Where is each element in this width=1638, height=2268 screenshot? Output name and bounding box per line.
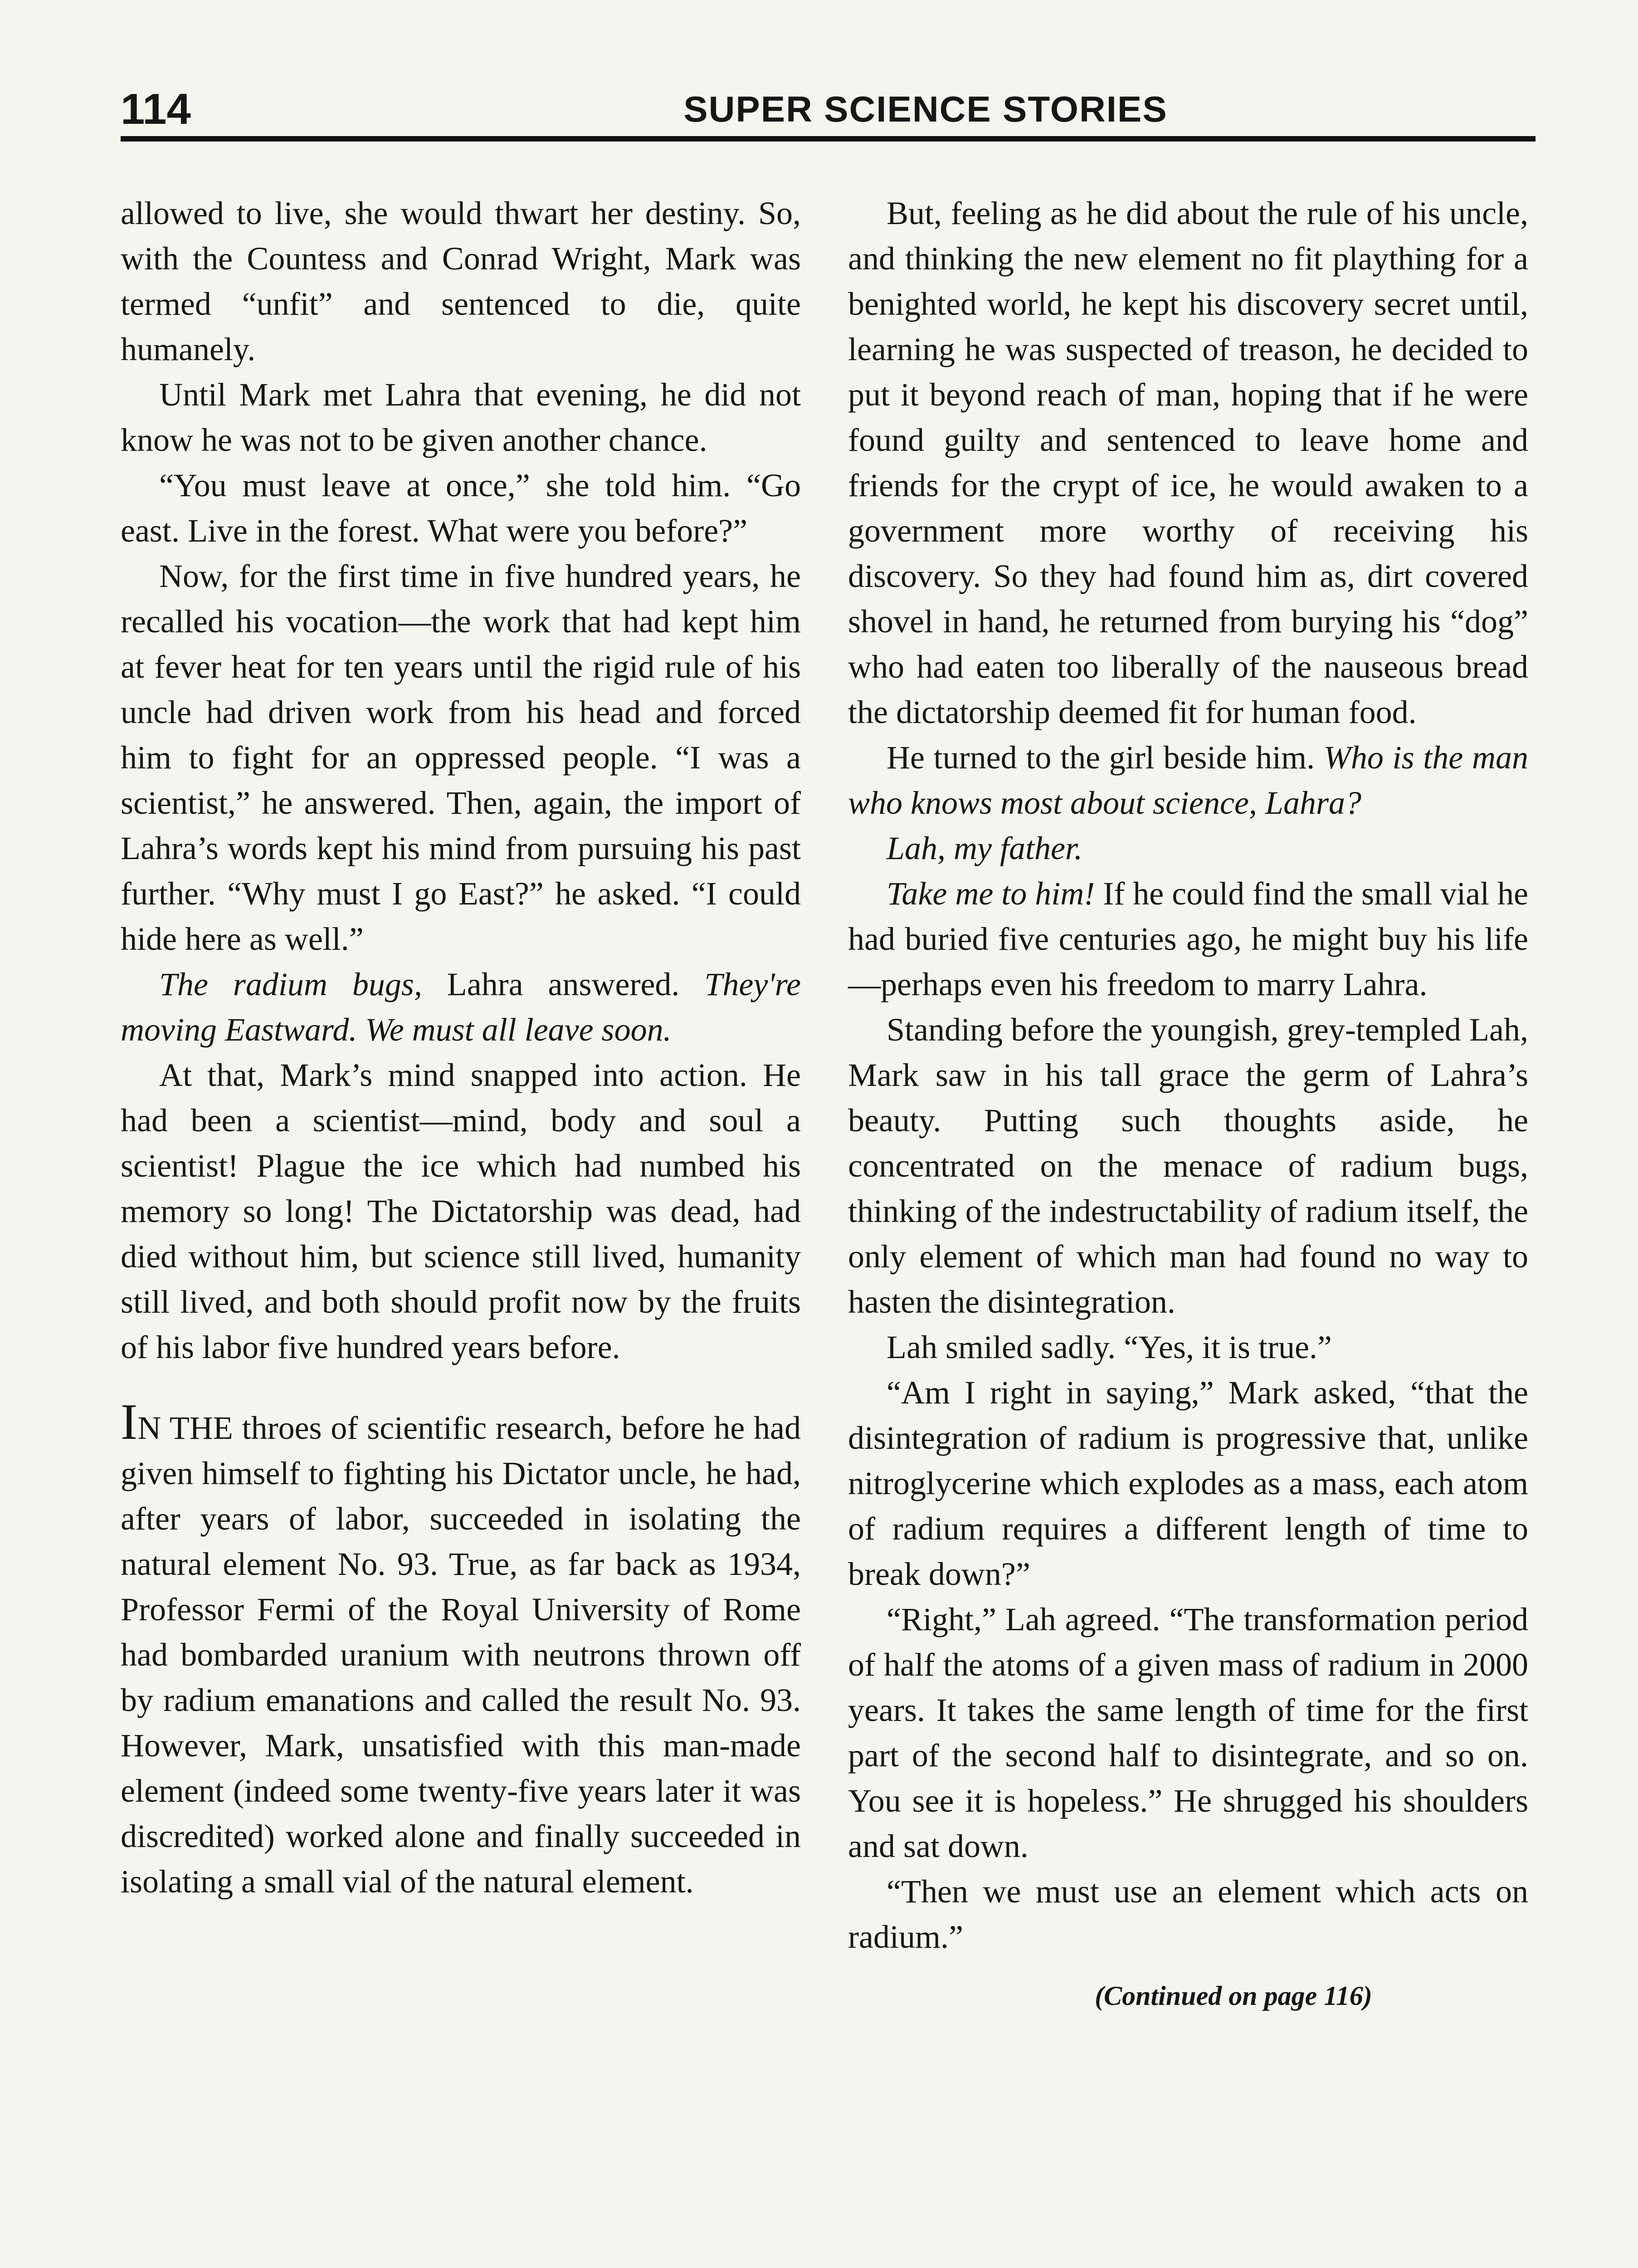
italic-text: Who is the man who knows most about science, Lahra? [848, 739, 1528, 821]
paragraph-text: throes of scientific research, before he had given himself to fighting his Dictator uncle, he had, after years of labor, succeeded in isolating the natural element No. 93. True, as far back as 1934, Professor Fermi of the Royal University of Rome had bombarded uranium with neutrons thrown off by radium emanations and called the result No. 93. However, Mark, unsatisfied with this man-made element (indeed some twenty-five years later it was discredited) worked alone and finally succeeded in isolating a small vial of the natural element. [121, 1410, 801, 1900]
continued-note: (Continued on page 116) [1095, 1981, 1372, 2011]
paragraph: “Am I right in saying,” Mark asked, “that the disintegration of radium is progressive that, unlike nitroglycerine which explodes as a mass, each atom of radium requires a different length of time to break down?” [848, 1374, 1528, 1592]
paragraph: Lah smiled sadly. “Yes, it is true.” [887, 1329, 1332, 1365]
paragraph: Now, for the first time in five hundred years, he recalled his vocation—the work that had kept him at fever heat for ten years until the rigid rule of his uncle had driven work from his head and forced him to fight for an oppressed people. “I was a scientist,” he answered. Then, again, the import of Lahra’s words kept his mind from pursuing his past further. “Why must I go East?” he asked. “I could hide here as well.” [121, 558, 801, 957]
italic-text: Lah, my father. [887, 830, 1082, 866]
paragraph [848, 871, 1528, 1007]
paragraph [848, 735, 1528, 826]
paragraph: “You must leave at once,” she told him. “Go east. Live in the forest. What were you before?” [121, 467, 801, 549]
paragraph-text: He turned to the girl beside him. [887, 739, 1324, 776]
paragraph-text: If he could find the small vial he had buried five centuries ago, he might buy his life—perhaps even his freedom to marry Lahra. [848, 875, 1529, 1002]
running-title: SUPER SCIENCE STORIES [683, 89, 1168, 129]
paragraph: But, feeling as he did about the rule of his uncle, and thinking the new element no fit plaything for a benighted world, he kept his discovery secret until, learning he was suspected of treason, he decided to put it beyond reach of man, hoping that if he were found guilty and sentenced to leave home and friends for the crypt of ice, he would awaken to a government more worthy of receiving his discovery. So they had found him as, dirt covered shovel in hand, he returned from burying his “dog” who had eaten too liberally of the nauseous bread the dictatorship deemed fit for human food. [848, 195, 1528, 730]
paragraph: Until Mark met Lahra that evening, he did not know he was not to be given another chance. [121, 376, 801, 458]
page-header [121, 80, 1536, 139]
section-lead: N THE [137, 1410, 233, 1446]
section-paragraph [121, 1394, 801, 1904]
left-column [121, 191, 801, 1904]
italic-text: The radium bugs, [159, 966, 422, 1002]
paragraph: allowed to live, she would thwart her destiny. So, with the Countess and Conrad Wright, Mark was termed “unfit” and sentenced to die, quite humanely. [121, 195, 801, 367]
page-number: 114 [121, 85, 191, 133]
drop-cap: I [121, 1394, 138, 1450]
italic-text: They're moving Eastward. We must all leave soon. [121, 966, 801, 1048]
paragraph [848, 826, 1528, 871]
paragraph: “Right,” Lah agreed. “The transformation period of half the atoms of a given mass of radium in 2000 years. It takes the same length of time for the first part of the second half to disintegrate, and so on. You see it is hopeless.” He shrugged his shoulders and sat down. [848, 1601, 1528, 1864]
paragraph: Standing before the youngish, grey-templed Lah, Mark saw in his tall grace the germ of Lahra’s beauty. Putting such thoughts aside, he concentrated on the menace of radium bugs, thinking of the indestructability of radium itself, the only element of which man had found no way to hasten the disintegration. [848, 1012, 1528, 1320]
italic-text: Take me to him! [887, 875, 1095, 912]
paragraph-text: Lahra answered. [422, 966, 705, 1002]
paragraph: “Then we must use an element which acts on radium.” [848, 1873, 1528, 1955]
header-rule [121, 136, 1536, 142]
paragraph: At that, Mark’s mind snapped into action. He had been a scientist—mind, body and soul a scientist! Plague the ice which had numbed his memory so long! The Dictatorship was dead, had died without him, but science still lived, humanity still lived, and both should profit now by the fruits of his labor five hundred years before. [121, 1057, 801, 1365]
paragraph [121, 962, 801, 1052]
right-column [848, 191, 1528, 2019]
